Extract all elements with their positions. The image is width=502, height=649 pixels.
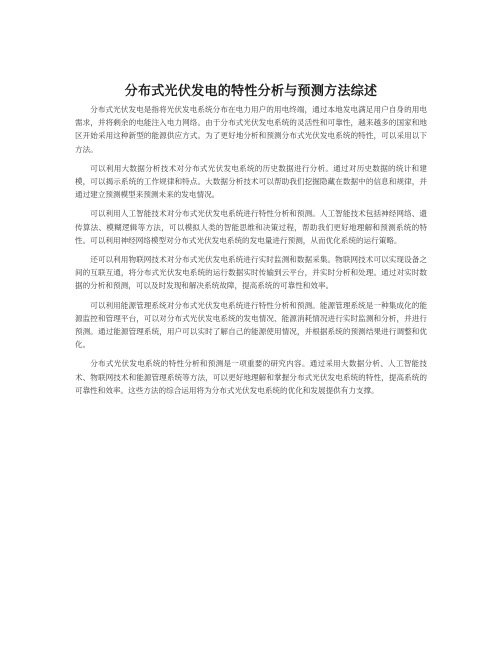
paragraph: 可以利用大数据分析技术对分布式光伏发电系统的历史数据进行分析。通过对历史数据的统计和建模，可以揭示系统的工作规律和特点。大数据分析技术可以帮助我们挖掘隐藏在数据中的信息和规律，并通过建立预测模型来预测未来的发电情况。 (75, 163, 427, 200)
document-body (75, 103, 427, 403)
paragraph: 可以利用能源管理系统对分布式光伏发电系统进行特性分析和预测。能源管理系统是一种集成化的能源监控和管理平台，可以对分布式光伏发电系统的发电情况、能源消耗情况进行实时监测和分析，并进行预测。通过能源管理系统，用户可以实时了解自己的能源使用情况，并根据系统的预测结果进行调整和优化。 (75, 300, 427, 350)
paragraph: 分布式光伏发电是指将光伏发电系统分布在电力用户的用电终端，通过本地发电满足用户自身的用电需求，并将剩余的电能注入电力网络。由于分布式光伏发电系统的灵活性和可靠性，越来越多的国家和地区开始采用这种新型的能源供应方式。为了更好地分析和预测分布式光伏发电系统的特性，可以采用以下方法。 (75, 105, 427, 154)
paragraph: 分布式光伏发电系统的特性分析和预测是一项重要的研究内容。通过采用大数据分析、人工智能技术、物联网技术和能源管理系统等方法，可以更好地理解和掌握分布式光伏发电系统的特性，提高系统的可靠性和效率。这些方法的综合运用将为分布式光伏发电系统的优化和发展提供有力支撑。 (75, 359, 427, 395)
paragraph: 还可以利用物联网技术对分布式光伏发电系统进行实时监测和数据采集。物联网技术可以实现设备之间的互联互通，将分布式光伏发电系统的运行数据实时传输到云平台，并实时分析和处理。通过对实时数据的分析和预测，可以及时发现和解决系统故障，提高系统的可靠性和效率。 (75, 255, 427, 291)
document-title: 分布式光伏发电的特性分析与预测方法综述 (124, 84, 378, 99)
paragraph: 可以利用人工智能技术对分布式光伏发电系统进行特性分析和预测。人工智能技术包括神经网络、遗传算法、模糊逻辑等方法，可以模拟人类的智能思维和决策过程，帮助我们更好地理解和预测系统的特性。可以利用神经网络模型对分布式光伏发电系统的发电量进行预测，从而优化系统的运行策略。 (75, 209, 427, 245)
